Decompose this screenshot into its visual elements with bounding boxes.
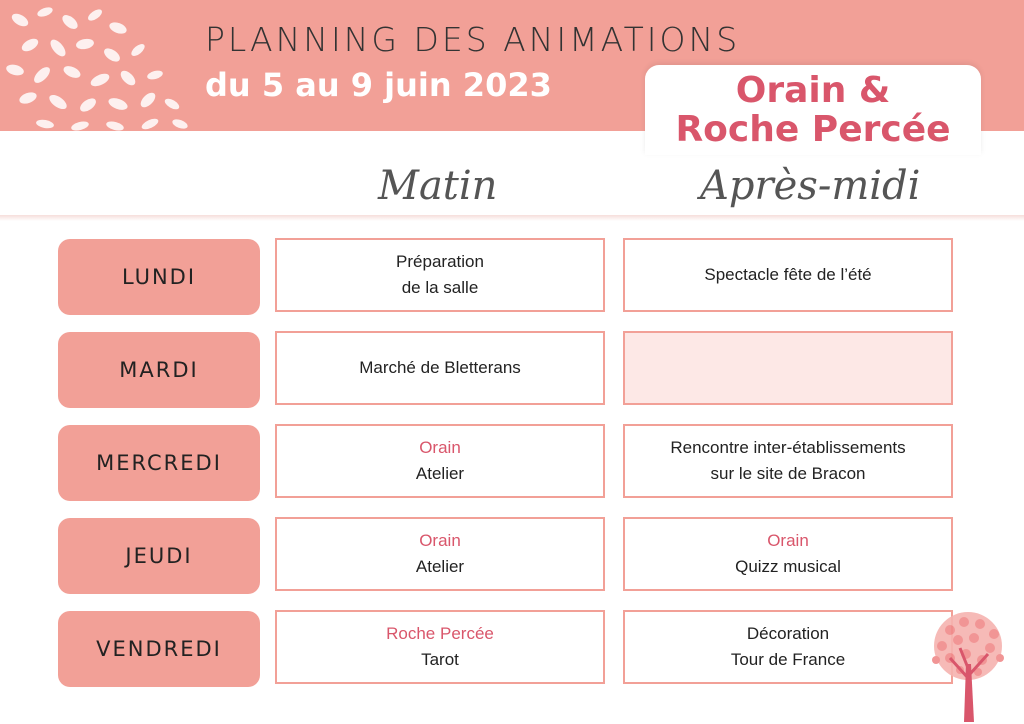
cell-activity: Atelier <box>415 464 465 483</box>
morning-cell-mercredi <box>275 424 605 498</box>
day-label-mercredi: MERCREDI <box>58 425 260 501</box>
cell-activity: Décoration <box>746 624 830 643</box>
divider <box>0 215 1024 221</box>
morning-cell-lundi <box>275 238 605 312</box>
cell-location: Orain <box>419 531 461 550</box>
cell-activity-detail: sur le site de Bracon <box>710 464 866 483</box>
cell-activity-detail: de la salle <box>401 278 479 297</box>
cell-activity: Préparation <box>396 252 484 271</box>
afternoon-cell-mardi <box>623 331 953 405</box>
cell-activity-detail: Tour de France <box>730 650 846 669</box>
cell-activity: Spectacle fête de l’été <box>704 265 872 284</box>
cell-activity: Marché de Bletterans <box>359 358 521 377</box>
cell-location: Orain <box>767 531 809 550</box>
cell-activity: Quizz musical <box>735 557 841 576</box>
date-range: du 5 au 9 juin 2023 <box>205 66 552 104</box>
day-label-vendredi: VENDREDI <box>58 611 260 687</box>
location-badge <box>645 65 981 155</box>
column-header-afternoon: Après-midi <box>700 163 921 209</box>
cell-activity: Atelier <box>415 557 465 576</box>
afternoon-cell-lundi <box>623 238 953 312</box>
cell-location: Orain <box>419 438 461 457</box>
tree-icon <box>920 608 1016 722</box>
page-title: PLANNING DES ANIMATIONS <box>205 20 741 59</box>
cell-activity: Rencontre inter-établissements <box>670 438 906 457</box>
cell-location: Roche Percée <box>386 624 494 643</box>
morning-cell-jeudi <box>275 517 605 591</box>
morning-cell-vendredi <box>275 610 605 684</box>
afternoon-cell-jeudi <box>623 517 953 591</box>
day-label-mardi: MARDI <box>58 332 260 408</box>
badge-line-2: Roche Percée <box>675 109 951 150</box>
afternoon-cell-mercredi <box>623 424 953 498</box>
leaf-decoration-icon <box>0 0 200 135</box>
morning-cell-mardi <box>275 331 605 405</box>
column-header-morning: Matin <box>378 163 498 209</box>
day-label-lundi: LUNDI <box>58 239 260 315</box>
day-label-jeudi: JEUDI <box>58 518 260 594</box>
badge-line-1: Orain & <box>735 70 891 111</box>
cell-activity: Tarot <box>421 650 459 669</box>
afternoon-cell-vendredi <box>623 610 953 684</box>
